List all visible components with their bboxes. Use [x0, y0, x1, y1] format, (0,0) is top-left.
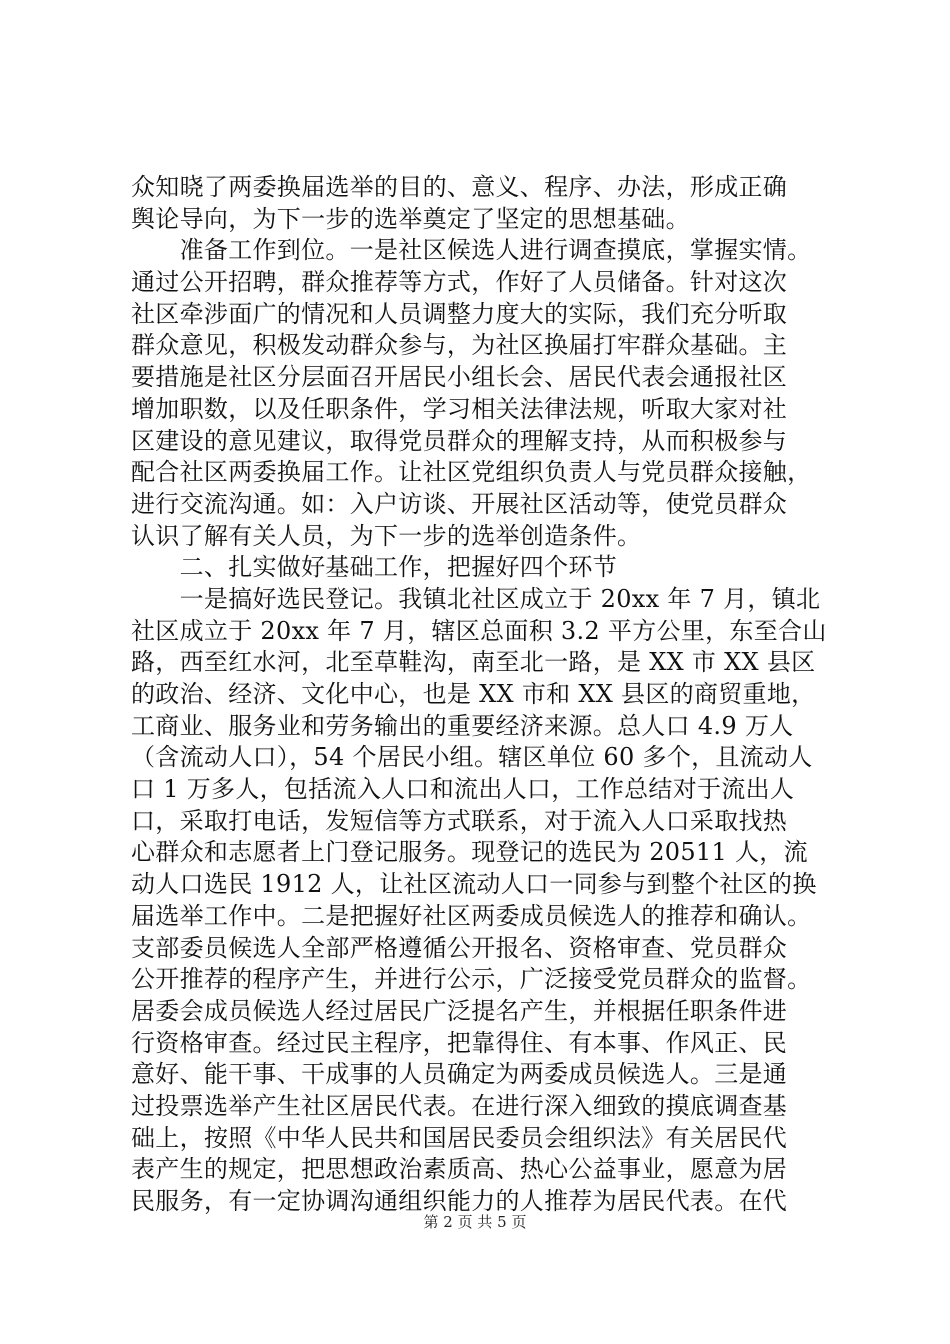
text-line: （含流动人口），54 个居民小组。辖区单位 60 多个，且流动人 — [131, 743, 813, 772]
text-line: 届选举工作中。二是把握好社区两委成员候选人的推荐和确认。 — [131, 901, 812, 930]
text-line: 支部委员候选人全部严格遵循公开报名、资格审查、党员群众 — [131, 933, 788, 962]
text-line: 二、扎实做好基础工作，把握好四个环节 — [131, 553, 617, 582]
text-line: 社区成立于 20xx 年 7 月，辖区总面积 3.2 平方公里，东至合山 — [131, 616, 827, 645]
text-line: 配合社区两委换届工作。让社区党组织负责人与党员群众接触， — [131, 458, 812, 487]
text-line: 通过公开招聘，群众推荐等方式，作好了人员储备。针对这次 — [131, 268, 788, 297]
text-line: 群众意见，积极发动群众参与，为社区换届打牢群众基础。主 — [131, 331, 788, 360]
text-line: 意好、能干事、干成事的人员确定为两委成员候选人。三是通 — [131, 1060, 788, 1089]
text-line: 进行交流沟通。如：入户访谈、开展社区活动等，使党员群众 — [131, 489, 788, 518]
text-line: 居委会成员候选人经过居民广泛提名产生，并根据任职条件进 — [131, 996, 788, 1025]
text-line: 公开推荐的程序产生，并进行公示，广泛接受党员群众的监督。 — [131, 965, 812, 994]
text-line: 础上，按照《中华人民共和国居民委员会组织法》有关居民代 — [131, 1123, 788, 1152]
text-line: 路，西至红水河，北至草鞋沟，南至北一路，是 XX 市 XX 县区 — [131, 648, 816, 677]
text-line: 动人口选民 1912 人，让社区流动人口一同参与到整个社区的换 — [131, 870, 817, 899]
text-line: 表产生的规定，把思想政治素质高、热心公益事业，愿意为居 — [131, 1155, 788, 1184]
text-line: 舆论导向，为下一步的选举奠定了坚定的思想基础。 — [131, 204, 690, 233]
text-line: 社区牵涉面广的情况和人员调整力度大的实际，我们充分听取 — [131, 299, 788, 328]
text-line: 增加职数，以及任职条件，学习相关法律法规，听取大家对社 — [131, 394, 788, 423]
text-line: 过投票选举产生社区居民代表。在进行深入细致的摸底调查基 — [131, 1091, 788, 1120]
text-line: 民服务，有一定协调沟通组织能力的人推荐为居民代表。在代 — [131, 1187, 788, 1215]
text-line: 准备工作到位。一是社区候选人进行调查摸底，掌握实情。 — [131, 236, 812, 265]
text-line: 工商业、服务业和劳务输出的重要经济来源。总人口 4.9 万人 — [131, 711, 794, 740]
text-line: 口 1 万多人，包括流入人口和流出人口，工作总结对于流出人 — [131, 775, 795, 804]
document-body — [131, 172, 831, 1218]
text-line: 的政治、经济、文化中心，也是 XX 市和 XX 县区的商贸重地， — [131, 680, 816, 708]
text-line: 区建设的意见建议，取得党员群众的理解支持，从而积极参与 — [131, 426, 788, 455]
text-line: 众知晓了两委换届选举的目的、意义、程序、办法，形成正确 — [131, 173, 788, 201]
text-line: 一是搞好选民登记。我镇北社区成立于 20xx 年 7 月，镇北 — [131, 584, 821, 613]
text-line: 要措施是社区分层面召开居民小组长会、居民代表会通报社区 — [131, 363, 788, 392]
page-footer: 第 2 页 共 5 页 — [423, 1213, 527, 1231]
text-line: 行资格审查。经过民主程序，把靠得住、有本事、作风正、民 — [131, 1028, 788, 1057]
text-line: 心群众和志愿者上门登记服务。现登记的选民为 20511 人，流 — [131, 838, 808, 867]
text-line: 口，采取打电话，发短信等方式联系，对于流入人口采取找热 — [131, 806, 788, 835]
text-line: 认识了解有关人员，为下一步的选举创造条件。 — [131, 521, 642, 550]
